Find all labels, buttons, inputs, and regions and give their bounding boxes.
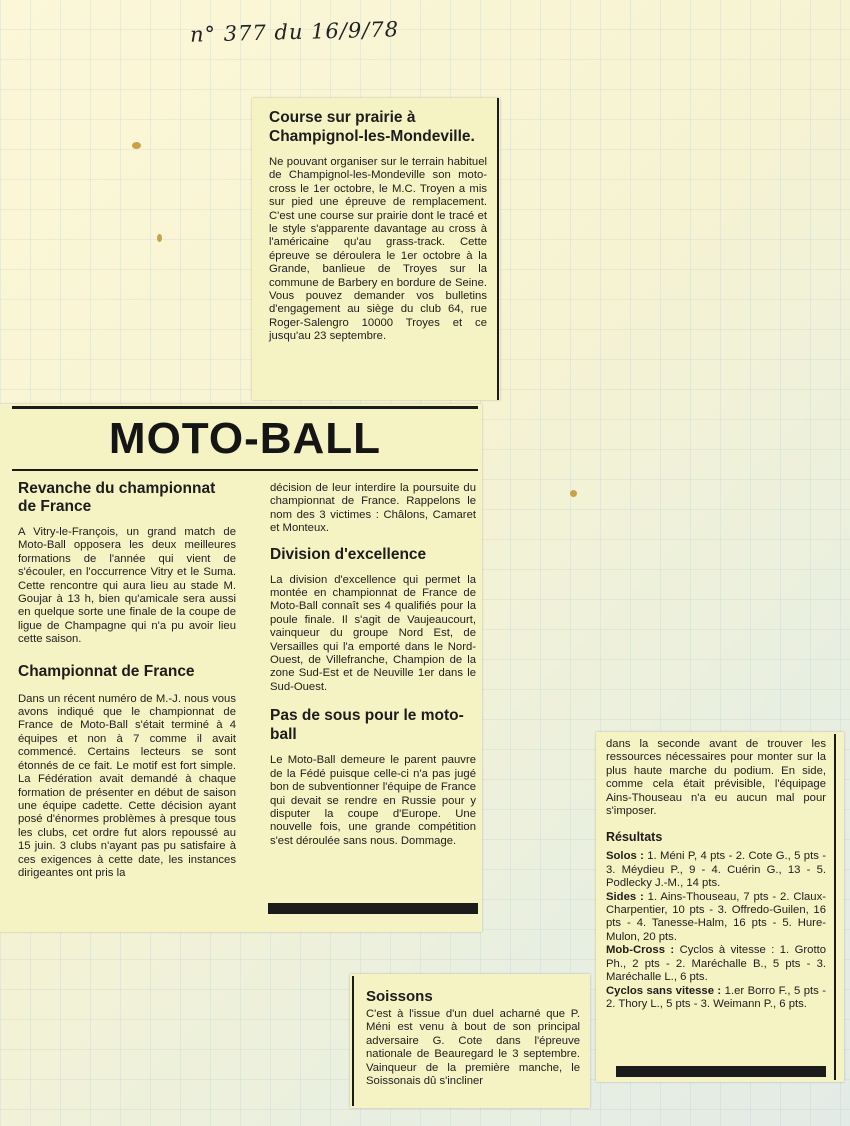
soissons-left-rule — [352, 976, 354, 1106]
paper-stain — [132, 142, 141, 149]
results-sides — [606, 891, 826, 945]
paper-stain — [157, 234, 162, 242]
course-title: Course sur prairie à Champignol-les-Mondeville. — [269, 109, 475, 145]
mob-label: Mob-Cross : — [606, 944, 675, 957]
results-solos — [606, 850, 826, 890]
soissons-title: Soissons — [366, 988, 433, 1005]
soissons-article — [366, 988, 580, 1088]
division-body: La division d'excellence qui permet la montée en championnat de France de Moto-Ball connaît ses 4 qualifiés pour la poule finale. Il s'agit de Vaujeaucourt, vainqueur du groupe Nord Est, de Versailles qui l'a emporté dans le Nord-Ouest, de Villefranche, Champion de la zone Sud-Est et de Neuville 1er dans le Sud-Ouest. — [270, 573, 476, 693]
masthead-title: MOTO-BALL — [108, 414, 382, 463]
cyclos-text: 1.er Borro F., 5 pts - 2. Thory L., 5 pts - 3. Weimann P., 6 pts. — [606, 984, 826, 1010]
mob-text: Cyclos à vitesse : 1. Grotto Ph., 2 pts - 2. Maréchalle B., 5 pts - 3. Maréchalle L., 6 pts. — [606, 944, 826, 984]
results-heading: Résultats — [606, 830, 663, 845]
division-title: Division d'excellence — [270, 545, 427, 563]
championnat-title: Championnat de France — [18, 662, 195, 680]
course-clipping — [252, 98, 500, 400]
results-intro: dans la seconde avant de trouver les ressources nécessaires pour monter sur la plus haute marche du podium. En side, comme cela était prévisible, l'équipage Ains-Thouseau n'a eu aucun mal pour s'imposer. — [606, 738, 826, 818]
masthead-top-rule — [12, 406, 478, 409]
solos-label: Solos : — [606, 850, 644, 863]
soissons-body: C'est à l'issue d'un duel acharné que P. Méni est venu à bout de son principal adversaire G. Cote dans l'épreuve nationale de Beauregard le 3 septembre. Vainqueur de la première manche, le Soissonais dû s'incliner — [366, 1008, 580, 1088]
championnat-body: Dans un récent numéro de M.-J. nous vous avons indiqué que le championnat de France de Moto-Ball s'était terminé à 4 équipes et non à 7 comme il avait commencé. Certains lecteurs se sont étonnés de ce fait. Le motif est fort simple. La Fédération avait demandé à chaque formation de présenter en début de saison une équipe cadette. Cette décision ayant posé d'énormes problèmes à presque tous les clubs, cet ordre fut alors repoussé au 15 juin. 3 clubs n'ayant pas pu satisfaire à ces exigences à cette date, les instances dirigeantes ont pris la — [18, 692, 236, 879]
results-mob-cross — [606, 944, 826, 984]
sides-label: Sides : — [606, 890, 644, 903]
column-one — [18, 480, 236, 880]
sides-text: 1. Ains-Thouseau, 7 pts - 2. Claux-Charpentier, 10 pts - 3. Offredo-Guilen, 16 pts - 4. Tanesse-Halm, 16 pts - 5. Hure-Mulon, 20 pts. — [606, 890, 826, 943]
sous-body: Le Moto-Ball demeure le parent pauvre de la Fédé puisque celle-ci n'a pas jugé bon de subventionner l'équipe de France qui devait se rendre en Russie pour y disputer la coupe d'Europe. Une nouvelle fois, une grande compétition s'est déroulée sans nous. Dommage. — [270, 754, 476, 847]
revanche-title: Revanche du championnat de France — [18, 480, 216, 515]
results-article — [606, 738, 826, 1011]
sous-title: Pas de sous pour le moto-ball — [270, 707, 464, 744]
course-right-rule — [497, 98, 499, 400]
cyclos-label: Cyclos sans vitesse : — [606, 984, 722, 997]
column-two — [270, 482, 476, 848]
course-body: Ne pouvant organiser sur le terrain habituel de Champignol-les-Mondeville son moto-cross le 1er octobre, le M.C. Troyen a mis sur pied une épreuve de remplacement. C'est une course sur prairie dont le tracé et le style s'apparente davantage au cross à l'américaine qu'au grass-track. Cette épreuve se déroulera le 1er octobre à la Grande, banlieue de Troyes sur la commune de Barbery en bordure de Seine. Vous pouvez demander vos bulletins d'engagement au siège du club 64, rue Roger-Salengro 10000 Troyes et ce jusqu'au 23 septembre. — [269, 156, 487, 343]
results-bottom-bar — [616, 1066, 826, 1077]
masthead-bottom-rule — [12, 469, 478, 471]
handwritten-issue-note: n° 377 du 16/9/78 — [189, 17, 400, 47]
results-cyclos — [606, 985, 826, 1012]
revanche-body: A Vitry-le-François, un grand match de Moto-Ball opposera les deux meilleures formations de l'année qui vient de s'écouler, en l'occurrence Vitry et le Suma. Cette rencontre qui aura lieu au stade M. Goujar à 13 h, bien qu'amicale sera aussi en quelque sorte une finale de la coupe de ligue de Champagne qui n'a pu avoir lieu cette saison. — [18, 526, 236, 646]
motoball-bottom-bar — [268, 903, 478, 914]
championnat-continuation: décision de leur interdire la poursuite du championnat de France. Rappelons le nom des 3 victimes : Châlons, Camaret et Monteux. — [270, 482, 476, 535]
paper-stain — [570, 490, 577, 497]
results-right-rule — [834, 734, 836, 1080]
solos-text: 1. Méni P, 4 pts - 2. Cote G., 5 pts - 3. Méydieu P., 9 - 4. Cuérin G., 13 - 5. Podlecky J.-M., 14 pts. — [606, 850, 826, 890]
